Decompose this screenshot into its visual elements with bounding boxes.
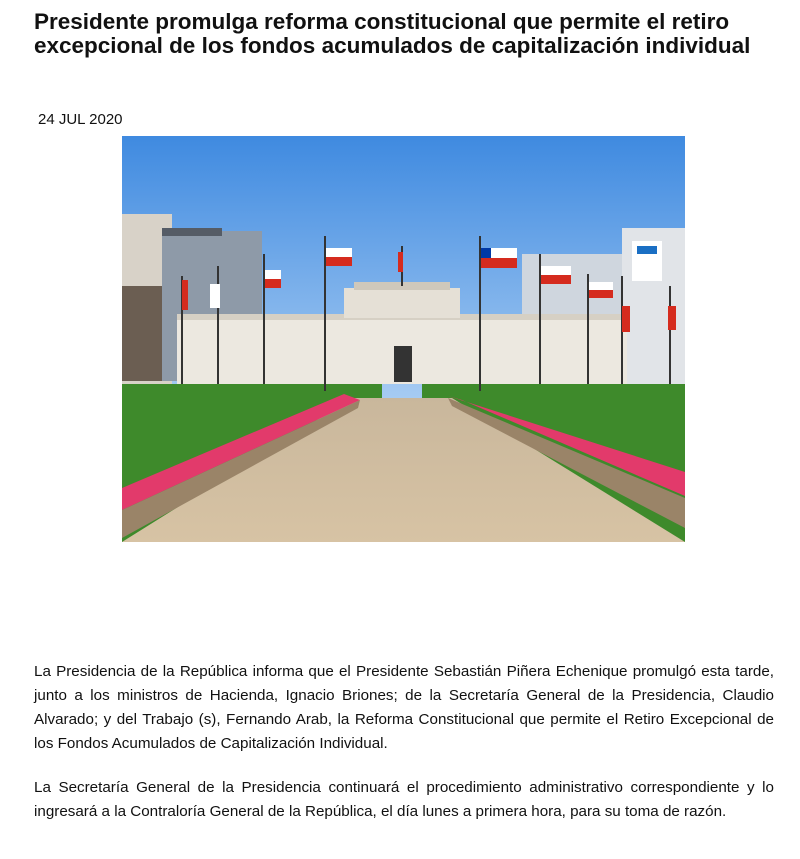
article-photo bbox=[122, 136, 685, 542]
article-body bbox=[34, 660, 774, 844]
article-paragraph: La Presidencia de la República informa que el Presidente Sebastián Piñera Echenique promulgó esta tarde, junto a los ministros de Hacienda, Ignacio Briones; de la Secretaría General de la Presidencia, Claudio Alvarado; y del Trabajo (s), Fernando Arab, la Reforma Constitucional que permite el Retiro Excepcional de los Fondos Acumulados de Capitalización Individual. bbox=[34, 663, 774, 752]
article-date: 24 JUL 2020 bbox=[38, 111, 123, 128]
article-title: Presidente promulga reforma constitucional que permite el retiro excepcional de los fondos acumulados de capitalización individual bbox=[34, 9, 751, 58]
article-paragraph: La Secretaría General de la Presidencia continuará el procedimiento administrativo correspondiente y lo ingresará a la Contraloría General de la República, el día lunes a primera hora, para su toma de razón. bbox=[34, 779, 774, 820]
